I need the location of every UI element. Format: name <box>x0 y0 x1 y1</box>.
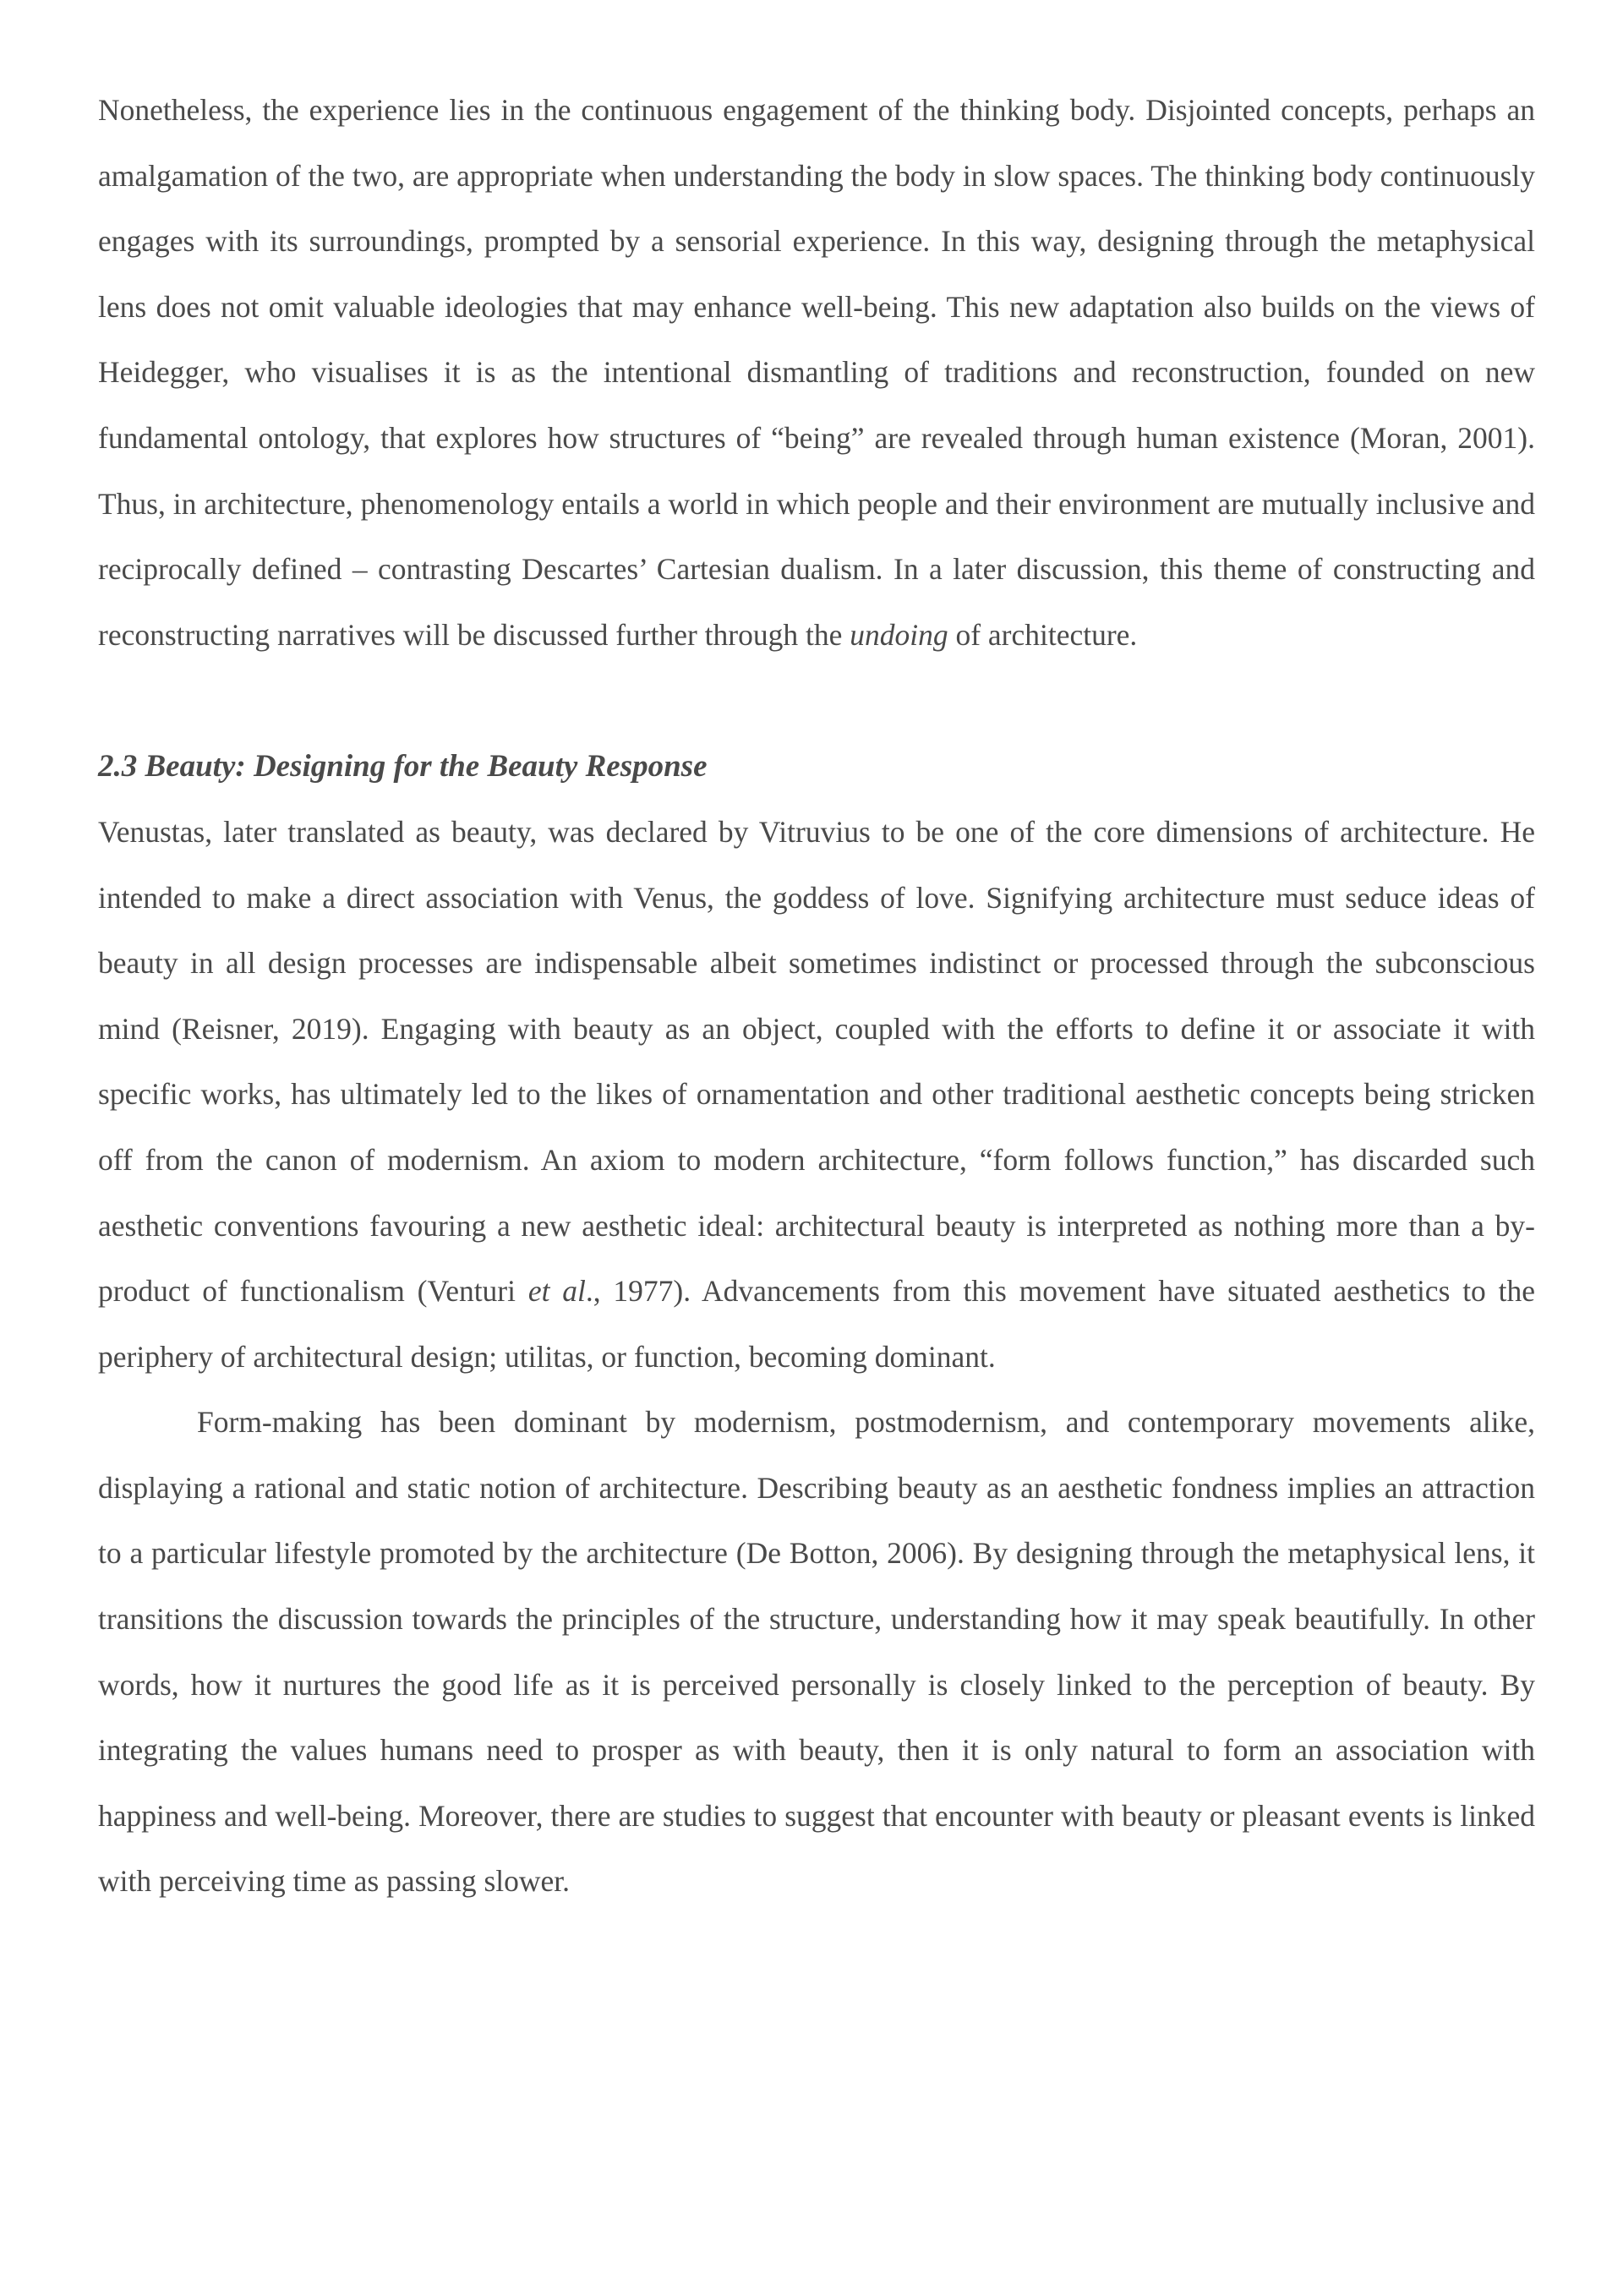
paragraph-text: of architecture. <box>948 617 1138 652</box>
section-heading: 2.3 Beauty: Designing for the Beauty Response <box>98 749 708 784</box>
body-paragraph-form-making: Form-making has been dominant by modernism, postmodernism, and contemporary movements alike, displaying a rational and static notion of architecture. Describing beauty as an aesthetic fondness implies an attraction to a particular lifestyle promoted by the architecture (De Botton, 2006). By designing through the metaphysical lens, it transitions the discussion towards the principles of the structure, understanding how it may speak beautifully. In other words, how it nurtures the good life as it is perceived personally is closely linked to the perception of beauty. By integrating the values humans need to prosper as with beauty, then it is only natural to form an association with happiness and well-being. Moreover, there are studies to suggest that encounter with beauty or pleasant events is linked with perceiving time as passing slower. <box>98 1405 1535 1899</box>
document-page <box>98 78 1535 1915</box>
paragraph-text: Nonetheless, the experience lies in the continuous engagement of the thinking body. Disjointed concepts, perhaps an amalgamation of the two, are appropriate when understanding the body in slow spaces. The thinking body continuously engages with its surroundings, prompted by a sensorial experience. In this way, designing through the metaphysical lens does not omit valuable ideologies that may enhance well-being. This new adaptation also builds on the views of Heidegger, who visualises it is as the intentional dismantling of traditions and reconstruction, founded on new fundamental ontology, that explores how structures of “being” are revealed through human existence (Moran, 2001). Thus, in architecture, phenomenology entails a world in which people and their environment are mutually inclusive and reciprocally defined – contrasting Descartes’ Cartesian dualism. In a later discussion, this theme of constructing and reconstructing narratives will be discussed further through the <box>98 93 1535 652</box>
italic-term-et-al: et al <box>527 1274 586 1309</box>
body-paragraph-venustas <box>98 800 1535 1390</box>
paragraph-text: Venustas, later translated as beauty, was declared by Vitruvius to be one of the core dimensions of architecture. He intended to make a direct association with Venus, the goddess of love. Signifying architecture must seduce ideas of beauty in all design processes are indispensable albeit sometimes indistinct or processed through the subconscious mind (Reisner, 2019). Engaging with beauty as an object, coupled with the efforts to define it or associate it with specific works, has ultimately led to the likes of ornamentation and other traditional aesthetic concepts being stricken off from the canon of modernism. An axiom to modern architecture, “form follows function,” has discarded such aesthetic conventions favouring a new aesthetic ideal: architectural beauty is interpreted as nothing more than a by-product of functionalism (Venturi <box>98 814 1535 1309</box>
italic-term-undoing: undoing <box>850 617 948 652</box>
body-paragraph-heidegger <box>98 78 1535 668</box>
paragraph-text: ., 1977). Advancements from this movement have situated aesthetics to the periphery of architectural design; utilitas, or function, becoming dominant. <box>98 1274 1535 1374</box>
